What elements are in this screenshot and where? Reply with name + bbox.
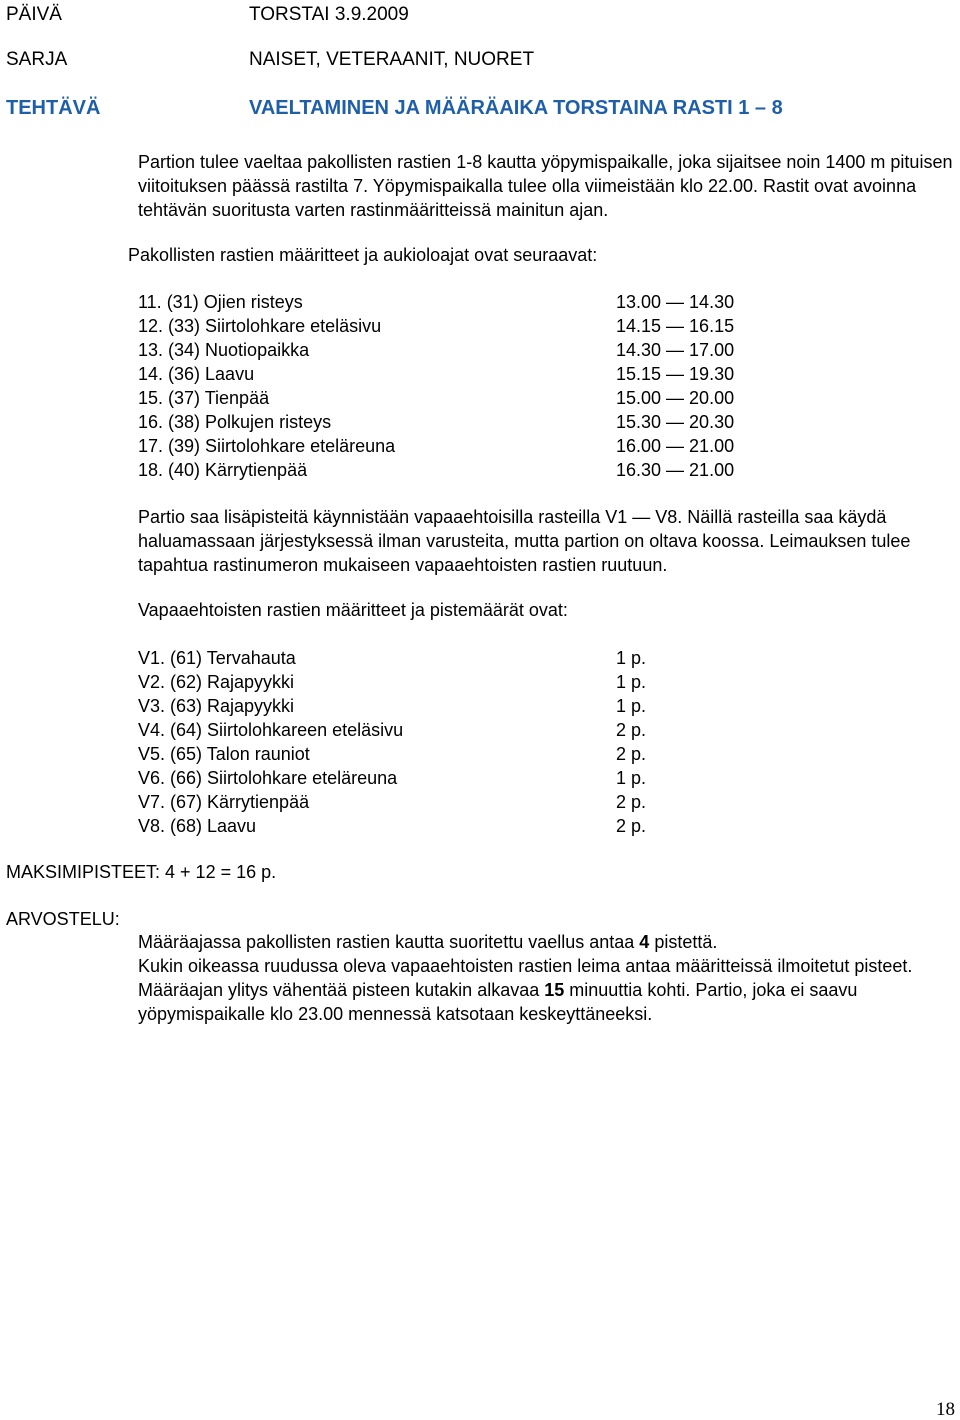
evaluation-rule-1 (138, 930, 956, 954)
checkpoint-name: 14. (36) Laavu (138, 364, 255, 384)
day-value: TORSTAI 3.9.2009 (249, 4, 409, 25)
checkpoint-time: 13.00 — 14.30 (616, 292, 735, 312)
checkpoint-time: 15.30 — 20.30 (616, 412, 735, 432)
evaluation-text: Kukin oikeassa ruudussa oleva vapaaehtoisten rastien leima antaa määritteissä ilmoitetut pisteet. Määräajan ylitys vähentää pisteen kutakin alkavaa (138, 956, 913, 1000)
checkpoint-points: 2 p. (616, 816, 647, 836)
list-item (138, 742, 838, 766)
checkpoint-name: 18. (40) Kärrytienpää (138, 460, 308, 480)
checkpoint-name: 13. (34) Nuotiopaikka (138, 340, 310, 360)
task-label: TEHTÄVÄ (6, 97, 101, 119)
checkpoint-name: V3. (63) Rajapyykki (138, 696, 295, 716)
max-points: MAKSIMIPISTEET: 4 + 12 = 16 p. (6, 862, 277, 882)
optional-paragraph: Partio saa lisäpisteitä käynnistään vapaaehtoisilla rasteilla V1 — V8. Näillä rasteilla saa käydä haluamassaan järjestyksessä ilman varusteita, mutta partion on oltava koossa. Leimauksen tulee tapahtua rastinumeron mukaiseen vapaaehtoisten rastien ruutuun. (138, 507, 911, 575)
checkpoint-name: 17. (39) Siirtolohkare eteläreuna (138, 436, 396, 456)
list-item (138, 694, 838, 718)
list-item (138, 434, 838, 458)
list-item (138, 410, 838, 434)
evaluation-label: ARVOSTELU: (6, 909, 120, 929)
checkpoint-name: 16. (38) Polkujen risteys (138, 412, 332, 432)
list-item (138, 458, 838, 482)
checkpoint-points: 1 p. (616, 672, 647, 692)
checkpoint-points: 2 p. (616, 720, 647, 740)
list-item (138, 766, 838, 790)
list-item (138, 670, 838, 694)
checkpoint-name: V8. (68) Laavu (138, 816, 257, 836)
evaluation-rule-2 (138, 954, 956, 1026)
optional-heading: Vapaaehtoisten rastien määritteet ja pistemäärät ovat: (138, 600, 568, 620)
page-number: 18 (936, 1399, 955, 1420)
checkpoint-name: V5. (65) Talon rauniot (138, 744, 310, 764)
list-item (138, 362, 838, 386)
checkpoint-name: V2. (62) Rajapyykki (138, 672, 295, 692)
checkpoint-name: V1. (61) Tervahauta (138, 648, 296, 668)
checkpoint-time: 14.15 — 16.15 (616, 316, 735, 336)
checkpoint-name: 11. (31) Ojien risteys (138, 292, 303, 312)
evaluation-text: pistettä. (649, 932, 718, 952)
checkpoint-points: 1 p. (616, 648, 647, 668)
checkpoint-time: 15.00 — 20.00 (616, 388, 735, 408)
list-item (138, 314, 838, 338)
checkpoint-time: 16.00 — 21.00 (616, 436, 735, 456)
list-item (138, 790, 838, 814)
mandatory-heading: Pakollisten rastien määritteet ja aukioloajat ovat seuraavat: (128, 245, 598, 265)
checkpoint-points: 2 p. (616, 792, 647, 812)
list-item (138, 386, 838, 410)
checkpoint-time: 16.30 — 21.00 (616, 460, 735, 480)
checkpoint-name: V4. (64) Siirtolohkareen eteläsivu (138, 720, 404, 740)
checkpoint-name: 15. (37) Tienpää (138, 388, 270, 408)
intro-paragraph: Partion tulee vaeltaa pakollisten rastien 1-8 kautta yöpymispaikalle, joka sijaitsee noin 1400 m pituisen viitoituksen päässä rastilta 7. Yöpymispaikalla tulee olla viimeistään klo 22.00. Rastit ovat avoinna tehtävän suoritusta varten rastinmääritteissä mainitun ajan. (138, 152, 953, 220)
checkpoint-time: 15.15 — 19.30 (616, 364, 735, 384)
points-value: 4 (639, 932, 650, 952)
list-item (138, 814, 838, 838)
series-label: SARJA (6, 49, 68, 70)
list-item (138, 338, 838, 362)
checkpoint-time: 14.30 — 17.00 (616, 340, 735, 360)
day-label: PÄIVÄ (6, 4, 62, 25)
task-title: VAELTAMINEN JA MÄÄRÄAIKA TORSTAINA RASTI 1 – 8 (249, 97, 783, 119)
minutes-value: 15 (544, 980, 565, 1000)
checkpoint-points: 2 p. (616, 744, 647, 764)
list-item (138, 290, 838, 314)
evaluation-text: minuuttia kohti. Partio, joka ei saavu yöpymispaikalle klo 23.00 mennessä katsotaan keskeyttäneeksi. (138, 980, 858, 1024)
checkpoint-points: 1 p. (616, 768, 647, 788)
checkpoint-name: V7. (67) Kärrytienpää (138, 792, 310, 812)
checkpoint-name: 12. (33) Siirtolohkare eteläsivu (138, 316, 382, 336)
list-item (138, 718, 838, 742)
series-value: NAISET, VETERAANIT, NUORET (249, 49, 535, 70)
evaluation-text: Määräajassa pakollisten rastien kautta suoritettu vaellus antaa (138, 932, 640, 952)
list-item (138, 646, 838, 670)
checkpoint-name: V6. (66) Siirtolohkare eteläreuna (138, 768, 398, 788)
checkpoint-points: 1 p. (616, 696, 647, 716)
